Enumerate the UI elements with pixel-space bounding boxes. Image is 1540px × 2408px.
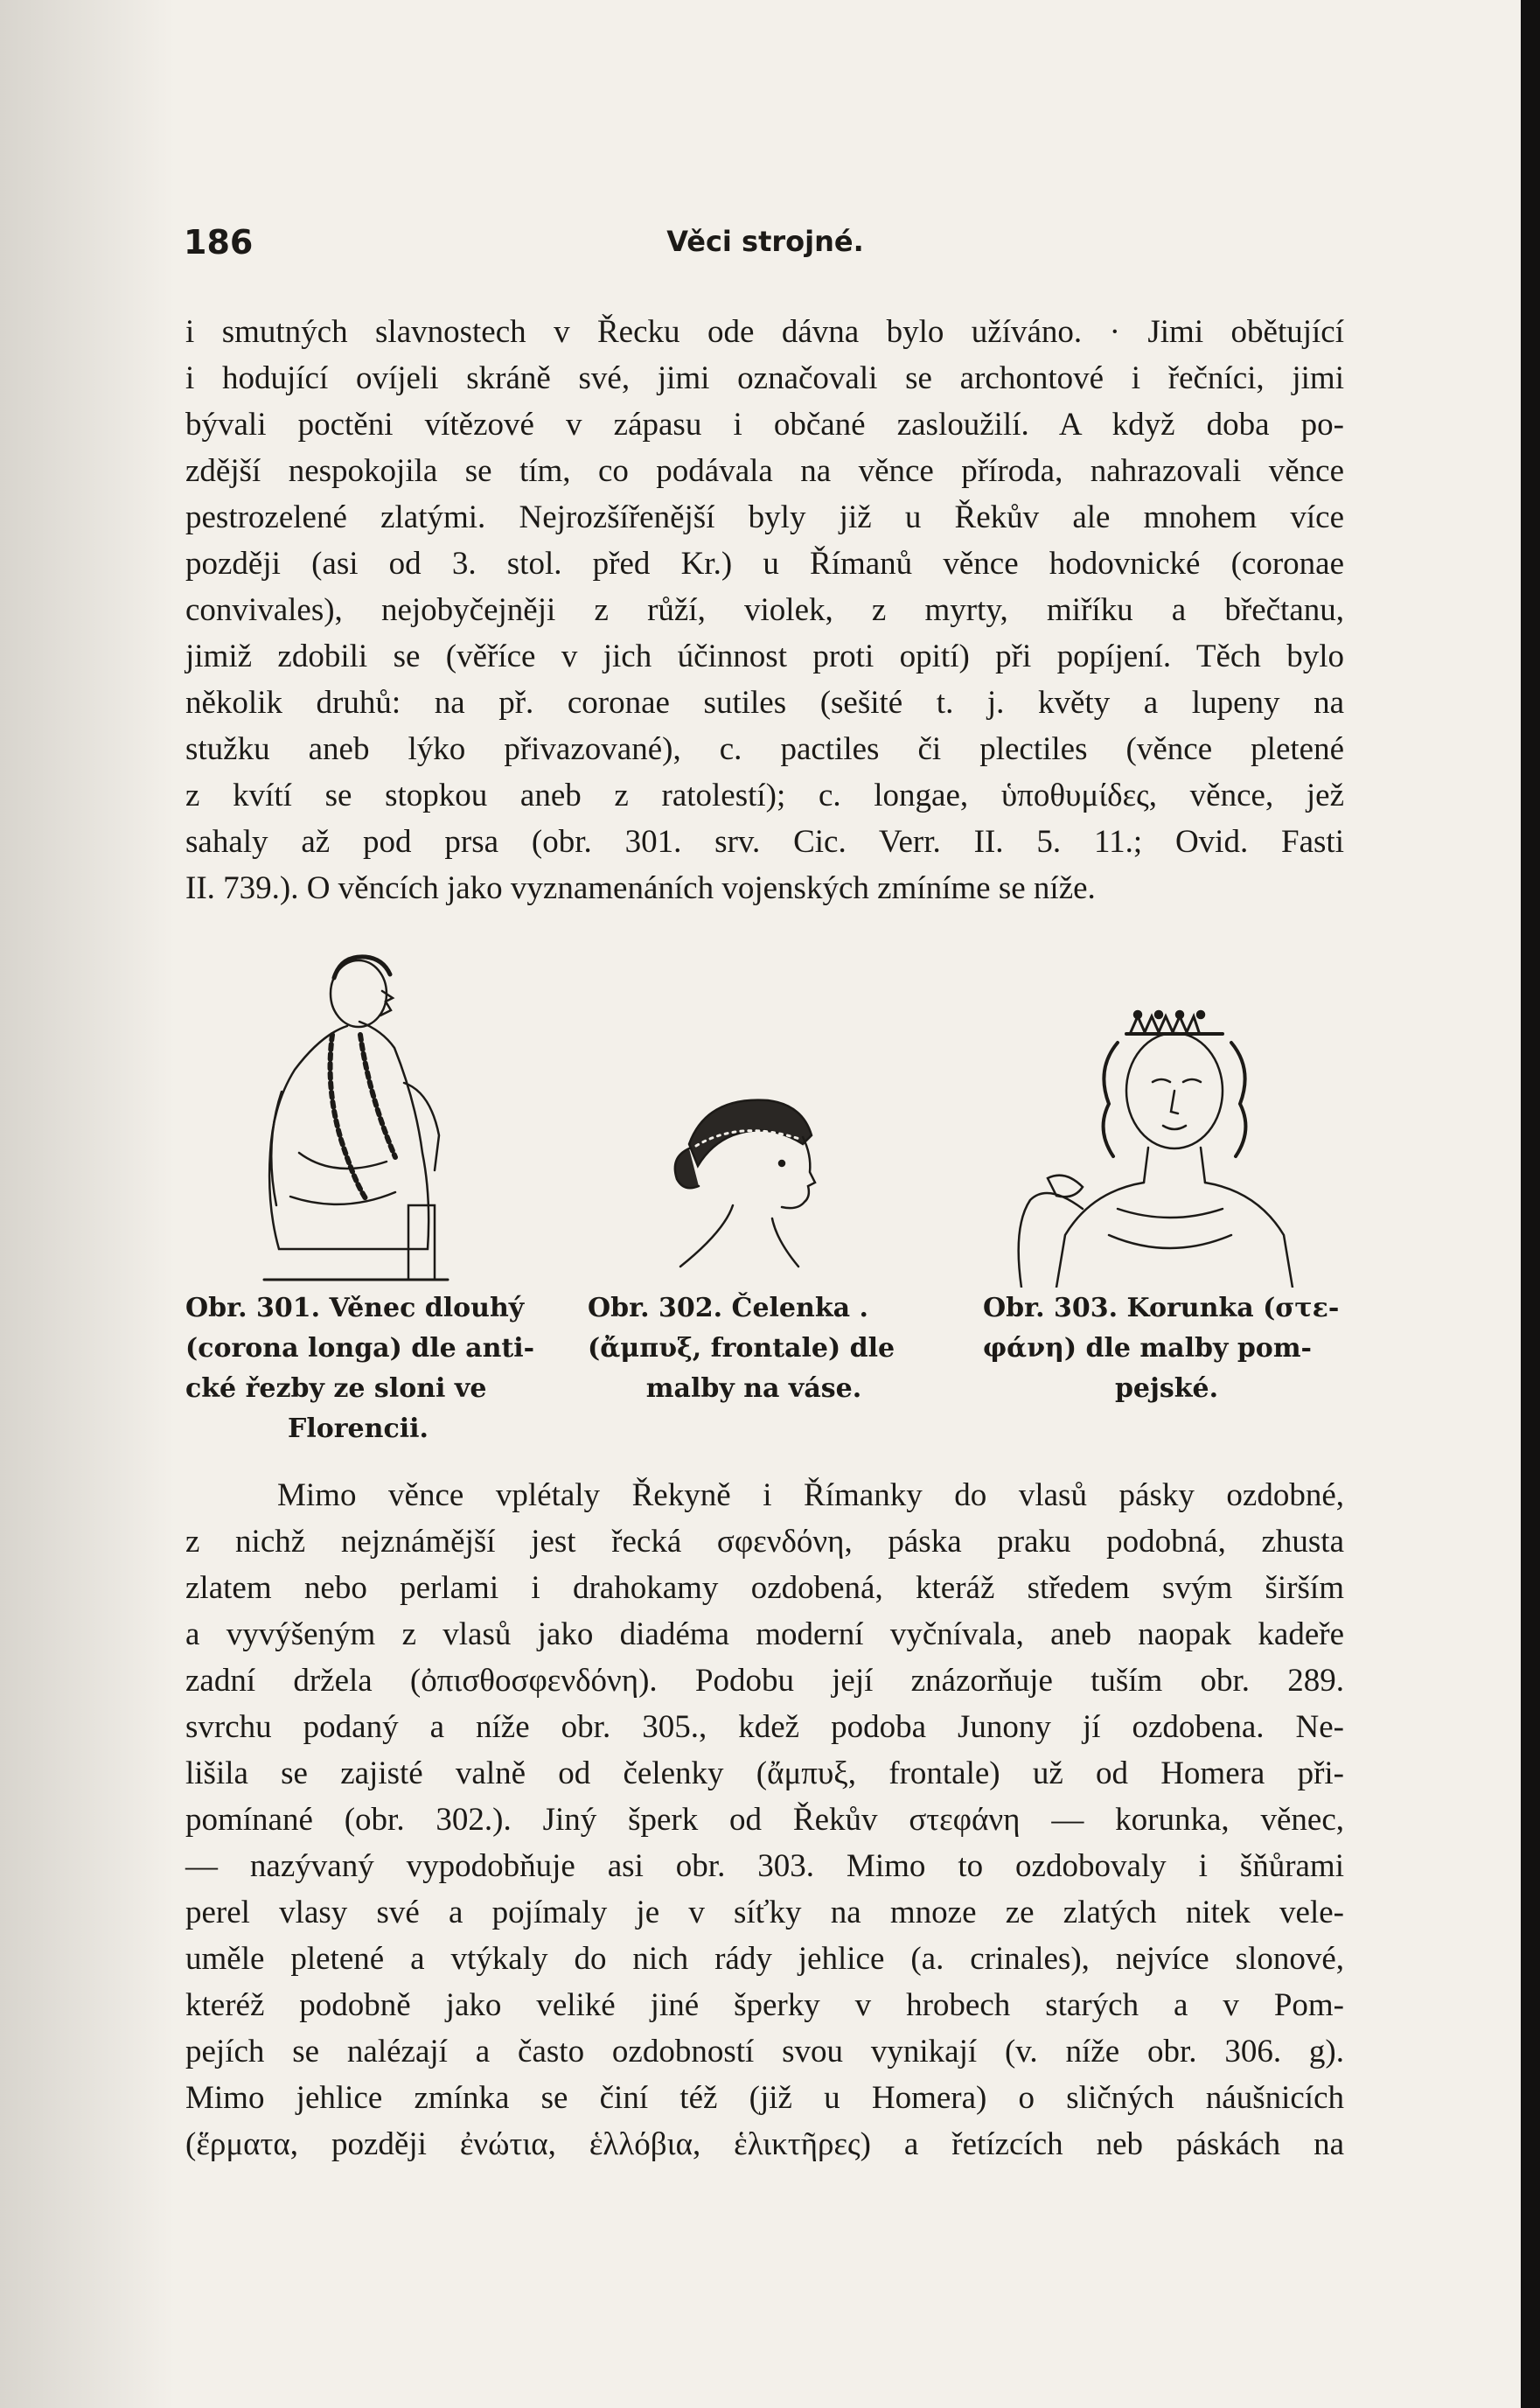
caption-line: (ἄμπυξ, frontale) dle	[588, 1333, 895, 1364]
text-line: (ἕρματα, později ἐνώτια, ἑλλόβια, ἑλικτῆρες) a řetízcích neb páskách na	[185, 2126, 1344, 2162]
text-line: pomínané (obr. 302.). Jiný šperk od Řekův στεφάνη — korunka, věnec,	[185, 1802, 1344, 1838]
text-line: bývali poctěni vítězové v zápasu i občané zasloužilí. A když doba po-	[185, 407, 1344, 443]
caption-line: (corona longa) dle anti-	[185, 1333, 535, 1364]
text-line: II. 739.). O věncích jako vyznamenáních vojenských zmíníme se níže.	[185, 870, 1096, 906]
figure-303-woman-with-crown	[986, 1008, 1341, 1288]
page-binding-edge	[1521, 0, 1540, 2408]
text-line: zdější nespokojila se tím, co podávala na věnce příroda, nahrazovali věnce	[185, 453, 1344, 489]
text-line: z kvítí se stopkou aneb z ratolestí); c. longae, ὑποθυμίδες, věnce, jež	[185, 778, 1344, 813]
text-line: perel vlasy své a pojímaly je v síťky na mnoze ze zlatých nitek vele-	[185, 1895, 1344, 1930]
caption-fig-302	[588, 1288, 920, 1409]
page-header	[184, 223, 1347, 267]
caption-line: Obr. 302. Čelenka .	[588, 1293, 868, 1323]
text-line: a vyvýšeným z vlasů jako diadéma moderní vyčnívala, aneb naopak kadeře	[185, 1616, 1344, 1652]
text-line: později (asi od 3. stol. před Kr.) u Římanů věnce hodovnické (coronae	[185, 546, 1344, 582]
caption-line: pejské.	[1114, 1373, 1219, 1404]
figure-302-head-with-headband	[628, 1083, 825, 1272]
running-title: Věci strojné.	[666, 225, 864, 258]
text-line: sahaly až pod prsa (obr. 301. srv. Cic. Verr. II. 5. 11.; Ovid. Fasti	[185, 824, 1344, 860]
text-line: pejích se nalézají a často ozdobností svou vynikají (v. níže obr. 306. g).	[185, 2034, 1344, 2069]
text-line: i hodující ovíjeli skráně své, jimi označovali se archontové i řečníci, jimi	[185, 360, 1344, 396]
text-line: kteréž podobně jako veliké jiné šperky v hrobech starých a v Pom-	[185, 1987, 1344, 2023]
caption-line: Obr. 301. Věnec dlouhý	[185, 1293, 525, 1323]
text-line: pestrozelené zlatými. Nejrozšířenější byly již u Řekův ale mnohem více	[185, 499, 1344, 535]
text-line: z nichž nejznámější jest řecká σφενδόνη, páska praku podobná, zhusta	[185, 1524, 1344, 1560]
caption-line: Obr. 303. Korunka (στε-	[983, 1293, 1340, 1323]
caption-fig-303	[983, 1288, 1350, 1409]
paragraph-2	[185, 1472, 1344, 2167]
text-line: svrchu podaný a níže obr. 305., kdež podoba Junony jí ozdobena. Ne-	[185, 1709, 1344, 1745]
text-line: stužku aneb lýko přivazované), c. pactiles či plectiles (věnce pletené	[185, 731, 1344, 767]
text-line: uměle pletené a vtýkaly do nich rády jehlice (a. crinales), nejvíce slonové,	[185, 1941, 1344, 1977]
text-line: convivales), nejobyčejněji z růží, violek, z myrty, miříku a břečtanu,	[185, 592, 1344, 628]
caption-line: Florencii.	[288, 1413, 429, 1444]
text-line: jimiž zdobili se (věříce v jich účinnost proti opití) při popíjení. Těch bylo	[185, 639, 1344, 674]
paragraph-1	[185, 309, 1344, 911]
page-scan-shadow	[0, 0, 175, 2408]
caption-line: cké řezby ze sloni ve	[185, 1373, 487, 1404]
text-line: zadní držela (ὀπισθοσφενδόνη). Podobu její znázorňuje tuším obr. 289.	[185, 1663, 1344, 1699]
text-line: několik druhů: na př. coronae sutiles (sešité t. j. květy a lupeny na	[185, 685, 1344, 721]
page-number: 186	[184, 223, 254, 262]
figure-301-seated-figure	[229, 952, 465, 1284]
caption-fig-301	[185, 1288, 535, 1449]
text-line: — nazývaný vypodobňuje asi obr. 303. Mimo to ozdobovaly i šňůrami	[185, 1848, 1344, 1884]
caption-line: malby na váse.	[645, 1373, 862, 1404]
text-line: Mimo věnce vplétaly Řekyně i Římanky do vlasů pásky ozdobné,	[277, 1477, 1344, 1513]
text-line: zlatem nebo perlami i drahokamy ozdobená, kteráž středem svým širším	[185, 1570, 1344, 1606]
caption-line: φάνη) dle malby pom-	[983, 1333, 1313, 1364]
text-line: Mimo jehlice zmínka se činí též (již u Homera) o sličných náušnicích	[185, 2080, 1344, 2116]
text-line: lišila se zajisté valně od čelenky (ἄμπυξ, frontale) už od Homera při-	[185, 1755, 1344, 1791]
text-line: i smutných slavnostech v Řecku ode dávna bylo užíváno. · Jimi obětující	[185, 314, 1344, 350]
